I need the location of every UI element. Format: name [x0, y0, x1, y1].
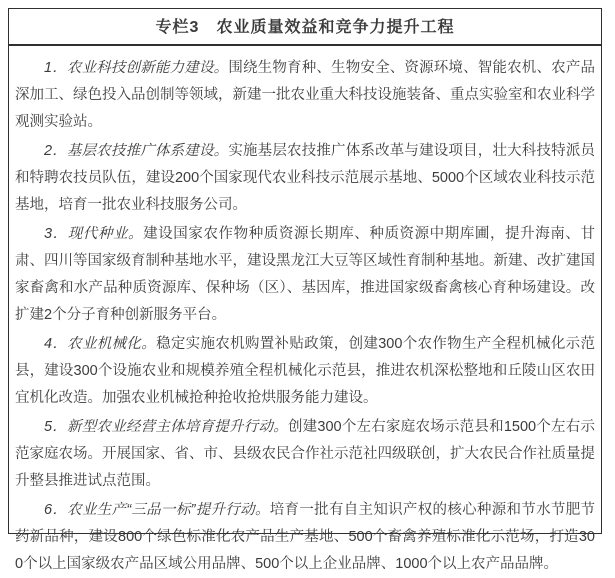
- paragraph-1-text: 围绕生物育种、生物安全、资源环境、智能农机、农产品深加工、绿色投入品创制等领域，新建一批农业重大科技设施装备、重点实验室和农业科学观测实验站。: [15, 60, 595, 130]
- paragraph-2-lead: 2．基层农技推广体系建设。: [44, 143, 229, 159]
- paragraph-3-lead: 3．现代种业。: [44, 226, 144, 242]
- paragraph-6: [15, 497, 595, 578]
- paragraph-4-lead: 4．农业机械化。: [44, 336, 157, 352]
- paragraph-5: [15, 414, 595, 495]
- panel-title: 专栏3 农业质量效益和竞争力提升工程: [9, 9, 601, 46]
- paragraph-1-lead: 1．农业科技创新能力建设。: [44, 60, 229, 76]
- paragraph-3-text: 建设国家农作物种质资源长期库、种质资源中期库圃，提升海南、甘肃、四川等国家级育制种基地水平，建设黑龙江大豆等区域性育制种基地。新建、改扩建国家畜禽和水产品种质资源库、保种场（区）、基因库，推进国家级畜禽核心育种场建设。改扩建2个分子育种创新服务平台。: [15, 226, 595, 323]
- paragraph-2: [15, 138, 595, 219]
- paragraph-6-text: 培育一批有自主知识产权的核心种源和节水节肥节药新品种，建设800个绿色标准化农产品生产基地、500个畜禽养殖标准化示范场，打造300个以上国家级农产品区域公用品牌、500个以上企业品牌、1000个以上农产品品牌。: [15, 502, 595, 572]
- paragraph-3: [15, 221, 595, 329]
- paragraph-6-lead: 6．农业生产“三品一标”提升行动。: [44, 502, 270, 518]
- paragraph-1: [15, 55, 595, 136]
- column-box: [8, 8, 602, 572]
- paragraph-2-text: 实施基层农技推广体系改革与建设项目，壮大科技特派员和特聘农技员队伍，建设200个国家现代农业科技示范展示基地、5000个区域农业科技示范基地，培育一批农业科技服务公司。: [15, 143, 595, 213]
- paragraph-5-lead: 5．新型农业经营主体培育提升行动。: [44, 419, 288, 435]
- paragraph-5-text: 创建300个左右家庭农场示范县和1500个左右示范家庭农场。开展国家、省、市、县级农民合作社示范社四级联创，扩大农民合作社质量提升整县推进试点范围。: [15, 419, 595, 489]
- panel-body: [9, 46, 601, 578]
- paragraph-4: [15, 331, 595, 412]
- paragraph-4-text: 稳定实施农机购置补贴政策，创建300个农作物生产全程机械化示范县，建设300个设施农业和规模养殖全程机械化示范县，推进农机深松整地和丘陵山区农田宜机化改造。加强农业机械抢种抢收抢烘服务能力建设。: [15, 336, 595, 406]
